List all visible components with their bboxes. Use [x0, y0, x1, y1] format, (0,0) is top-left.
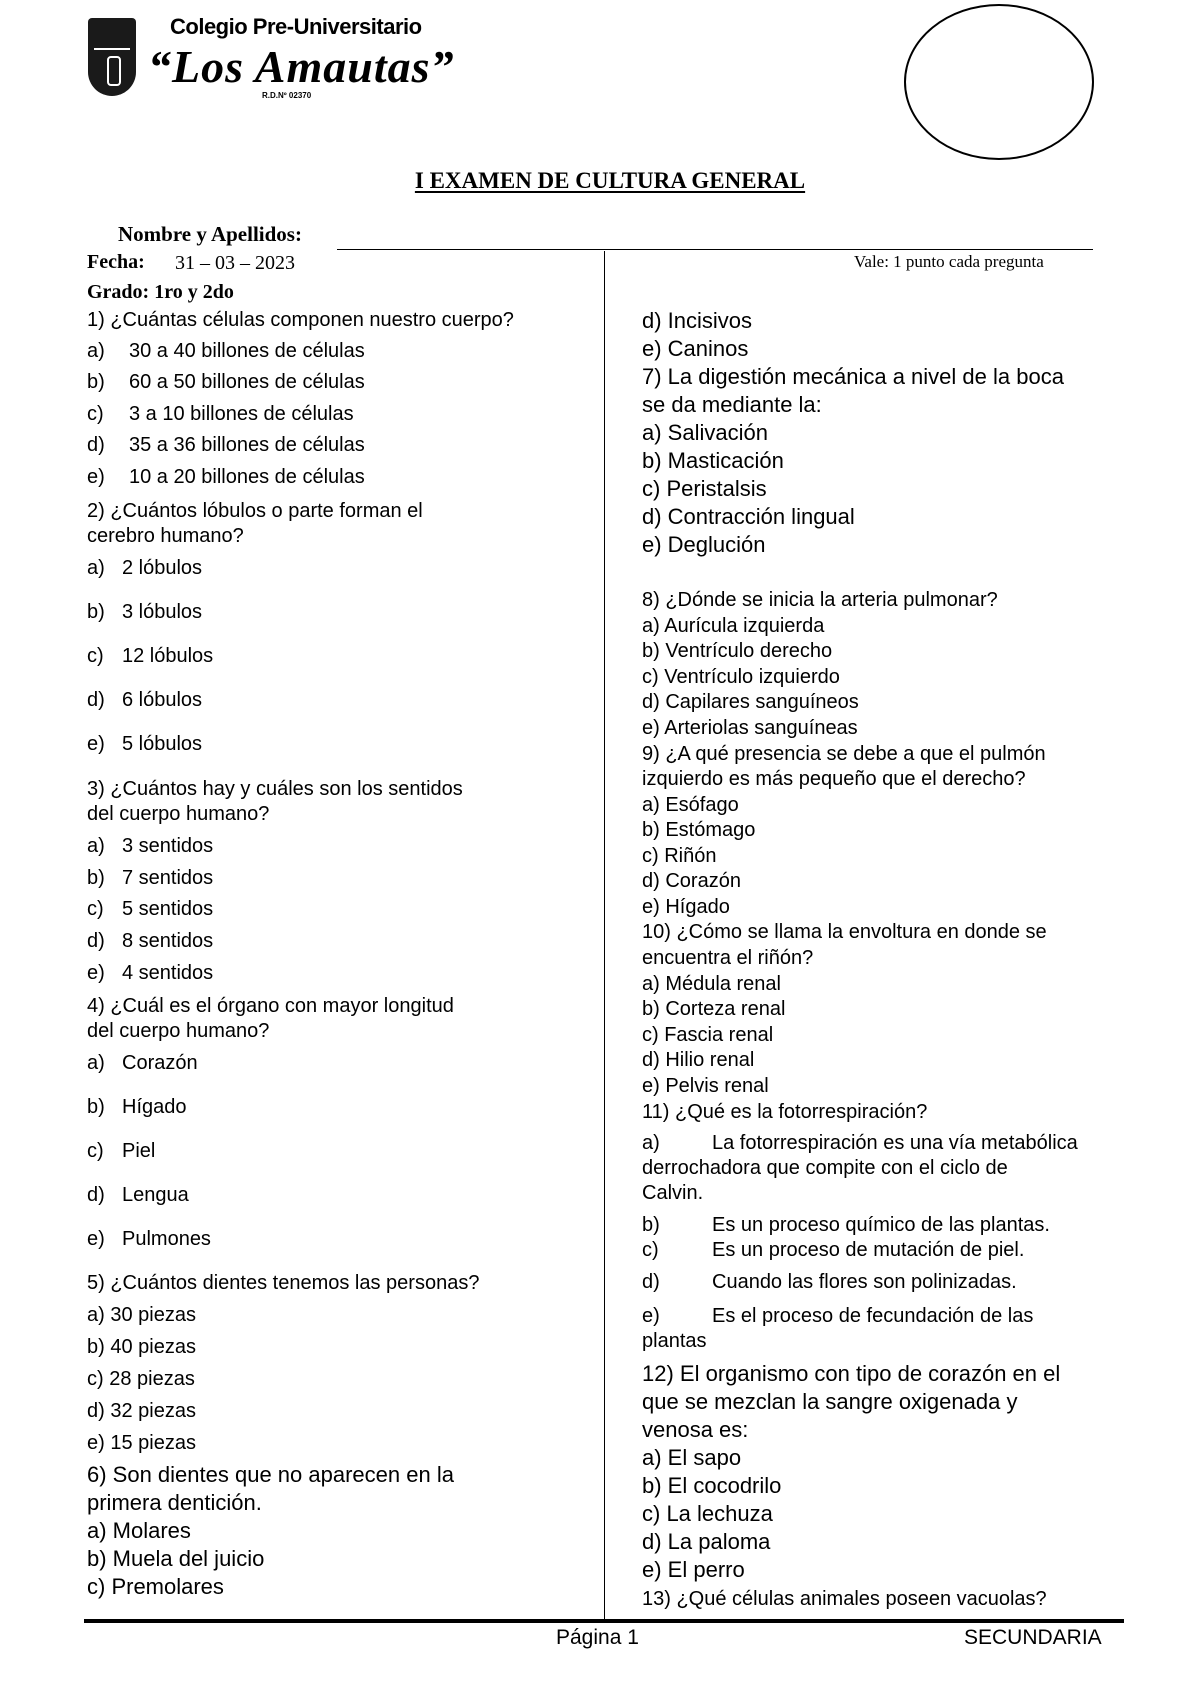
option-letter: e): [87, 733, 105, 755]
question-2-option-a[interactable]: [87, 558, 202, 578]
question-3-option-c[interactable]: [87, 899, 213, 919]
option-letter: d): [87, 1184, 105, 1206]
column-divider: [604, 251, 605, 1619]
question-2-option-b[interactable]: [87, 602, 202, 622]
option-letter: d): [642, 1271, 660, 1293]
question-12-text-cont: que se mezclan la sangre oxigenada y: [642, 1389, 1018, 1414]
school-logo-icon: [88, 18, 136, 96]
option-text: 8 sentidos: [122, 930, 214, 952]
question-11-option-a[interactable]: [642, 1133, 1078, 1153]
question-12-option-c[interactable]: c) La lechuza: [642, 1501, 773, 1526]
option-text: Hígado: [122, 1096, 187, 1118]
option-text: 60 a 50 billones de células: [129, 371, 365, 393]
footer-section: SECUNDARIA: [964, 1626, 1102, 1649]
question-3-option-a[interactable]: [87, 836, 213, 856]
option-text: 12 lóbulos: [122, 645, 214, 667]
option-letter: b): [642, 1214, 660, 1236]
question-8-option-d[interactable]: d) Capilares sanguíneos: [642, 691, 859, 713]
option-letter: d): [87, 930, 105, 952]
option-letter: e): [87, 962, 105, 984]
question-5-option-e[interactable]: e) 15 piezas: [87, 1432, 196, 1454]
question-4-text-cont: del cuerpo humano?: [87, 1020, 270, 1042]
option-letter: d): [87, 434, 105, 456]
question-9-option-d[interactable]: d) Corazón: [642, 870, 741, 892]
question-5-option-b[interactable]: b) 40 piezas: [87, 1336, 196, 1358]
option-letter: b): [87, 867, 105, 889]
question-5-option-d[interactable]: d) 32 piezas: [87, 1400, 196, 1422]
question-11-option-b[interactable]: [642, 1215, 1050, 1235]
question-4-option-e[interactable]: [87, 1229, 211, 1249]
question-5-text: 5) ¿Cuántos dientes tenemos las personas?: [87, 1272, 480, 1294]
question-4-text: 4) ¿Cuál es el órgano con mayor longitud: [87, 995, 454, 1017]
question-8-option-a[interactable]: a) Aurícula izquierda: [642, 615, 825, 637]
option-letter: b): [87, 601, 105, 623]
option-text: Es el proceso de fecundación de las: [712, 1305, 1034, 1327]
school-subtitle: Colegio Pre-Universitario: [170, 14, 422, 39]
option-text: Cuando las flores son polinizadas.: [712, 1271, 1017, 1293]
question-6-text: 6) Son dientes que no aparecen en la: [87, 1462, 454, 1487]
question-13-text: 13) ¿Qué células animales poseen vacuolas?: [642, 1588, 1047, 1610]
question-1-option-c[interactable]: [87, 404, 354, 424]
grade-circle: [904, 4, 1094, 160]
question-9-option-e[interactable]: e) Hígado: [642, 896, 730, 918]
option-text: 35 a 36 billones de células: [129, 434, 365, 456]
option-text: 5 sentidos: [122, 898, 214, 920]
question-12-text: 12) El organismo con tipo de corazón en el: [642, 1361, 1061, 1386]
option-letter: a): [87, 557, 105, 579]
name-field-line[interactable]: [337, 249, 1093, 250]
option-letter: a): [642, 1132, 660, 1154]
question-4-option-d[interactable]: [87, 1185, 189, 1205]
question-9-text: 9) ¿A qué presencia se debe a que el pulmón: [642, 743, 1046, 765]
option-text: Piel: [122, 1140, 156, 1162]
date-label: Fecha:: [87, 251, 145, 273]
option-text: 3 lóbulos: [122, 601, 203, 623]
question-3-option-e[interactable]: [87, 963, 213, 983]
question-7-option-b[interactable]: b) Masticación: [642, 448, 784, 473]
option-text: Lengua: [122, 1184, 189, 1206]
date-value: 31 – 03 – 2023: [175, 252, 295, 274]
option-text: 3 sentidos: [122, 835, 214, 857]
question-11-option-e-cont: plantas: [642, 1330, 707, 1352]
question-8-option-c[interactable]: c) Ventrículo izquierdo: [642, 666, 840, 688]
question-10-option-c[interactable]: c) Fascia renal: [642, 1024, 774, 1046]
question-8-option-b[interactable]: b) Ventrículo derecho: [642, 640, 833, 662]
question-5-option-c[interactable]: c) 28 piezas: [87, 1368, 195, 1390]
question-4-option-c[interactable]: [87, 1141, 155, 1161]
question-10-text-cont: encuentra el riñón?: [642, 947, 814, 969]
option-text: 5 lóbulos: [122, 733, 203, 755]
question-2-option-c[interactable]: [87, 646, 213, 666]
question-12-option-b[interactable]: b) El cocodrilo: [642, 1473, 782, 1498]
question-10-option-b[interactable]: b) Corteza renal: [642, 998, 786, 1020]
option-text: La fotorrespiración es una vía metabólica: [712, 1132, 1078, 1154]
question-7-option-c[interactable]: c) Peristalsis: [642, 476, 767, 501]
question-7-option-e[interactable]: e) Deglución: [642, 532, 766, 557]
question-6-option-a[interactable]: a) Molares: [87, 1518, 191, 1543]
question-2-text: 2) ¿Cuántos lóbulos o parte forman el: [87, 500, 423, 522]
question-2-option-e[interactable]: [87, 734, 202, 754]
question-9-option-b[interactable]: b) Estómago: [642, 819, 756, 841]
exam-title: I EXAMEN DE CULTURA GENERAL: [414, 168, 806, 193]
question-3-option-d[interactable]: [87, 931, 213, 951]
question-3-text-cont: del cuerpo humano?: [87, 803, 270, 825]
score-note: Vale: 1 punto cada pregunta: [854, 252, 1044, 271]
option-letter: c): [87, 1140, 104, 1162]
question-11-option-a-cont: Calvin.: [642, 1182, 704, 1204]
option-letter: a): [87, 1052, 105, 1074]
question-1-option-d[interactable]: [87, 435, 365, 455]
school-registration: R.D.Nº 02370: [262, 91, 312, 100]
question-4-option-b[interactable]: [87, 1097, 187, 1117]
school-name: “Los Amautas”: [148, 41, 455, 92]
option-letter: e): [87, 466, 105, 488]
question-11-option-a-cont: derrochadora que compite con el ciclo de: [642, 1157, 1008, 1179]
option-text: Es un proceso de mutación de piel.: [712, 1239, 1025, 1261]
question-7-option-a[interactable]: a) Salivación: [642, 420, 768, 445]
question-10-option-e[interactable]: e) Pelvis renal: [642, 1075, 769, 1097]
question-6-option-e[interactable]: e) Caninos: [642, 336, 749, 361]
option-text: 6 lóbulos: [122, 689, 203, 711]
question-11-option-d[interactable]: [642, 1272, 1017, 1292]
question-5-option-a[interactable]: a) 30 piezas: [87, 1304, 196, 1326]
option-letter: c): [642, 1239, 659, 1261]
grade-label: Grado: 1ro y 2do: [87, 281, 234, 303]
question-1-option-e[interactable]: [87, 467, 365, 487]
question-10-option-d[interactable]: d) Hilio renal: [642, 1049, 755, 1071]
question-2-text-cont: cerebro humano?: [87, 525, 244, 547]
question-8-option-e[interactable]: e) Arteriolas sanguíneas: [642, 717, 858, 739]
question-6-text-cont: primera dentición.: [87, 1490, 262, 1515]
option-text: Corazón: [122, 1052, 198, 1074]
option-letter: c): [87, 898, 104, 920]
question-6-option-c[interactable]: c) Premolares: [87, 1574, 224, 1599]
option-letter: a): [87, 835, 105, 857]
question-9-text-cont: izquierdo es más pequeño que el derecho?: [642, 768, 1026, 790]
option-text: 7 sentidos: [122, 867, 214, 889]
question-11-option-e[interactable]: [642, 1306, 1033, 1326]
question-6-option-d[interactable]: d) Incisivos: [642, 308, 753, 333]
option-text: 30 a 40 billones de células: [129, 340, 365, 362]
option-letter: c): [87, 645, 104, 667]
option-text: Es un proceso químico de las plantas.: [712, 1214, 1050, 1236]
question-8-text: 8) ¿Dónde se inicia la arteria pulmonar?: [642, 589, 998, 611]
option-letter: e): [642, 1305, 660, 1327]
question-6-option-b[interactable]: b) Muela del juicio: [87, 1546, 265, 1571]
question-3-text: 3) ¿Cuántos hay y cuáles son los sentidos: [87, 778, 463, 800]
question-11-option-c[interactable]: [642, 1240, 1024, 1260]
option-letter: c): [87, 403, 104, 425]
page-number: Página 1: [556, 1626, 639, 1649]
question-10-option-a[interactable]: a) Médula renal: [642, 973, 781, 995]
question-1-option-b[interactable]: [87, 372, 365, 392]
question-12-option-a[interactable]: a) El sapo: [642, 1445, 742, 1470]
option-letter: b): [87, 371, 105, 393]
question-3-option-b[interactable]: [87, 868, 213, 888]
question-12-text-cont: venosa es:: [642, 1417, 749, 1442]
question-7-text-cont: se da mediante la:: [642, 392, 822, 417]
question-12-option-e[interactable]: e) El perro: [642, 1557, 745, 1582]
question-12-option-d[interactable]: d) La paloma: [642, 1529, 771, 1554]
question-2-option-d[interactable]: [87, 690, 202, 710]
question-11-text: 11) ¿Qué es la fotorrespiración?: [642, 1101, 928, 1123]
option-text: 4 sentidos: [122, 962, 214, 984]
option-text: 10 a 20 billones de células: [129, 466, 365, 488]
question-7-option-d[interactable]: d) Contracción lingual: [642, 504, 855, 529]
question-9-option-c[interactable]: c) Riñón: [642, 845, 717, 867]
question-1-text: 1) ¿Cuántas células componen nuestro cuerpo?: [87, 309, 514, 331]
question-1-option-a[interactable]: [87, 341, 365, 361]
option-letter: a): [87, 340, 105, 362]
question-10-text: 10) ¿Cómo se llama la envoltura en donde se: [642, 921, 1047, 943]
question-7-text: 7) La digestión mecánica a nivel de la boca: [642, 364, 1064, 389]
question-4-option-a[interactable]: [87, 1053, 198, 1073]
name-label: Nombre y Apellidos:: [118, 222, 302, 246]
option-text: 2 lóbulos: [122, 557, 203, 579]
question-9-option-a[interactable]: a) Esófago: [642, 794, 739, 816]
option-text: Pulmones: [122, 1228, 211, 1250]
option-text: 3 a 10 billones de células: [129, 403, 354, 425]
option-letter: b): [87, 1096, 105, 1118]
option-letter: d): [87, 689, 105, 711]
option-letter: e): [87, 1228, 105, 1250]
footer-rule: [84, 1619, 1124, 1623]
